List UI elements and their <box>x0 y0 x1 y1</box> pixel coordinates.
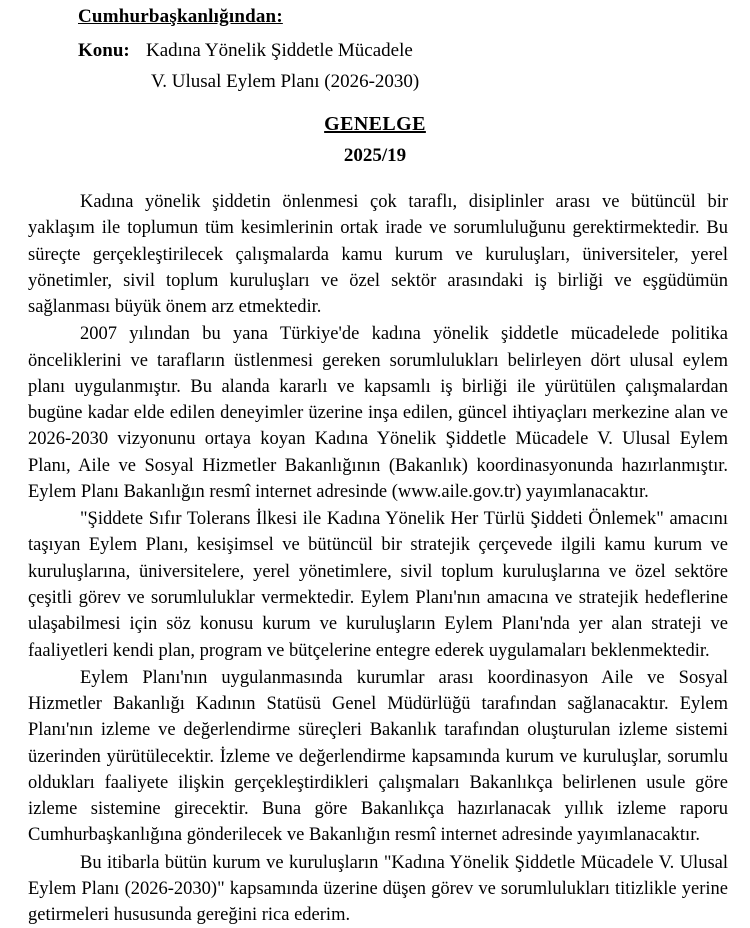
document-type-title: GENELGE <box>324 113 426 135</box>
subject-label: Konu: <box>78 40 130 61</box>
body-paragraph: Bu itibarla bütün kurum ve kuruluşların "Kadına Yönelik Şiddetle Mücadele V. Ulusal Eylem Planı (2026-2030)" kapsamında üzerine düşen görev ve sorumlulukları titizlikle yerine getirmeleri hususunda gereğini rica ederim. <box>28 852 728 926</box>
issuer-line: Cumhurbaşkanlığından: <box>78 6 283 27</box>
subject-line-1: Kadına Yönelik Şiddetle Mücadele <box>146 40 413 61</box>
body-paragraph: "Şiddete Sıfır Tolerans İlkesi ile Kadına Yönelik Her Türlü Şiddeti Önlemek" amacını taşıyan Eylem Planı, kesişimsel ve bütüncül bir stratejik çerçevede ilgili kamu kurum ve kuruluşlarına, üniversitelere, yerel yönetimlere, sivil toplum kuruluşlarına ve özel sektöre çeşitli görev ve sorumluluklar vermektedir. Eylem Planı'nın amacına ve stratejik hedeflerine ulaşabilmesi için söz konusu kurum ve kuruluşların Eylem Planı'nda yer alan strateji ve faaliyetleri kendi plan, program ve bütçelerine entegre ederek uygulamaları beklenmektedir. <box>28 509 728 661</box>
body-paragraph: Kadına yönelik şiddetin önlenmesi çok taraflı, disiplinler arası ve bütüncül bir yaklaşım ile toplumun tüm kesimlerinin ortak irade ve sorumluluğunu gerektirmektedir. Bu süreçte gerçekleştirilecek çalışmalarda kamu kurum ve kuruluşları, üniversiteler, yerel yönetimler, sivil toplum kuruluşları ve özel sektör arasındaki iş birliği ve eşgüdümün sağlanması büyük önem arz etmektedir. <box>28 192 728 318</box>
subject-block <box>78 40 750 93</box>
document-body <box>0 189 750 928</box>
document-header <box>0 0 750 167</box>
document-number: 2025/19 <box>343 145 407 166</box>
subject-line-2: V. Ulusal Eylem Planı (2026-2030) <box>151 71 420 92</box>
body-paragraph: Eylem Planı'nın uygulanmasında kurumlar arası koordinasyon Aile ve Sosyal Hizmetler Bakanlığı Kadının Statüsü Genel Müdürlüğü tarafından sağlanacaktır. Eylem Planı'nın izleme ve değerlendirme süreçleri Bakanlık tarafından oluşturulan izleme sistemi üzerinden yürütülecektir. İzleme ve değerlendirme kapsamında kurum ve kuruluşlar, sorumlu oldukları faaliyete ilişkin gerçekleştirdikleri çalışmaları Bakanlıkça belirlenen usule göre izleme sistemine girecektir. Buna göre Bakanlıkça hazırlanacak yıllık izleme raporu Cumhurbaşkanlığına gönderilecek ve Bakanlığın resmî internet adresinde yayımlanacaktır. <box>28 667 728 846</box>
body-paragraph: 2007 yılından bu yana Türkiye'de kadına yönelik şiddetle mücadelede politika önceliklerini ve tarafların üstlenmesi gereken sorumlulukları belirleyen dört ulusal eylem planı uygulanmıştır. Bu alanda kararlı ve kapsamlı iş birliği ile yürütülen çalışmalardan bugüne kadar elde edilen deneyimler üzerine inşa edilen, güncel ihtiyaçları merkezine alan ve 2026-2030 vizyonunu ortaya koyan Kadına Yönelik Şiddetle Mücadele V. Ulusal Eylem Planı, Aile ve Sosyal Hizmetler Bakanlığının (Bakanlık) koordinasyonunda hazırlanmıştır. Eylem Planı Bakanlığın resmî internet adresinde (www.aile.gov.tr) yayımlanacaktır. <box>28 324 728 502</box>
subject-value <box>146 40 419 93</box>
